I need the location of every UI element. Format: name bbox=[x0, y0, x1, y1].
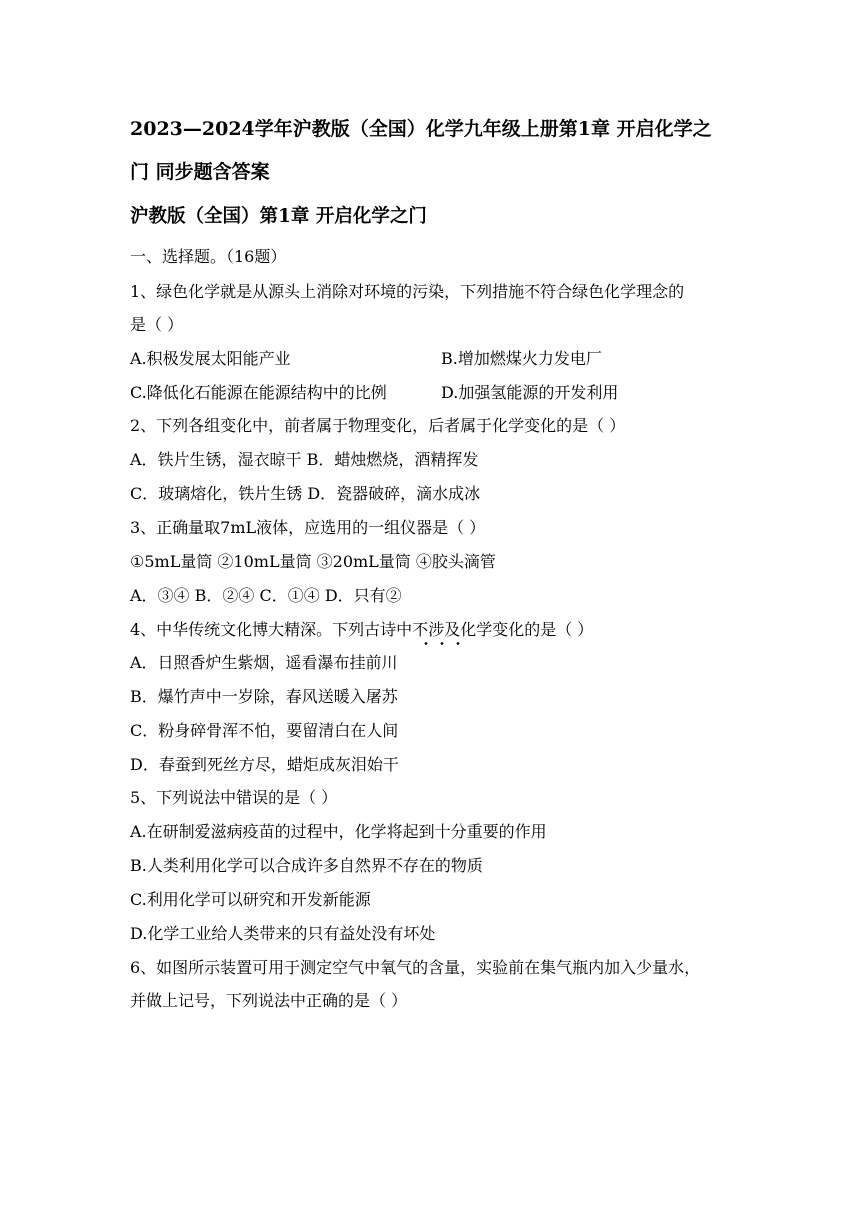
question-4-option-a: A．日照香炉生紫烟，遥看瀑布挂前川 bbox=[130, 653, 398, 672]
question-4-option-b: B．爆竹声中一岁除，春风送暖入屠苏 bbox=[130, 687, 398, 706]
question-2-stem: 2、下列各组变化中，前者属于物理变化，后者属于化学变化的是（ ） bbox=[130, 416, 626, 435]
document-title-line-1: 2023—2024学年沪教版（全国）化学九年级上册第1章 开启化学之 bbox=[130, 118, 712, 140]
question-1-option-b: B.增加燃煤火力发电厂 bbox=[441, 349, 602, 368]
question-1-option-a: A.积极发展太阳能产业 bbox=[130, 349, 291, 368]
question-5-option-d: D.化学工业给人类带来的只有益处没有坏处 bbox=[130, 924, 436, 943]
chapter-subtitle: 沪教版（全国）第1章 开启化学之门 bbox=[130, 206, 427, 227]
question-4-stem-prefix: 4、中华传统文化博大精深。下列古诗中 bbox=[130, 620, 413, 639]
question-6-stem-line-1: 6、如图所示装置可用于测定空气中氧气的含量，实验前在集气瓶内加入少量水， bbox=[130, 958, 701, 977]
question-1-option-c: C.降低化石能源在能源结构中的比例 bbox=[130, 383, 387, 402]
question-2-options-ab: A．铁片生锈，湿衣晾干 B．蜡烛燃烧，酒精挥发 bbox=[130, 450, 479, 469]
question-1-option-d: D.加强氢能源的开发利用 bbox=[441, 383, 619, 402]
question-6-stem-line-2: 并做上记号，下列说法中正确的是（ ） bbox=[130, 991, 408, 1010]
question-5-option-c: C.利用化学可以研究和开发新能源 bbox=[130, 890, 371, 909]
question-3-stem: 3、正确量取7mL液体，应选用的一组仪器是（ ） bbox=[130, 518, 486, 537]
question-3-instruments: ①5mL量筒 ②10mL量筒 ③20mL量筒 ④胶头滴管 bbox=[130, 552, 496, 571]
question-3-options: A．③④ B．②④ C．①④ D．只有② bbox=[130, 586, 402, 605]
question-4-option-c: C．粉身碎骨浑不怕，要留清白在人间 bbox=[130, 721, 399, 740]
question-2-options-cd: C．玻璃熔化，铁片生锈 D．瓷器破碎，滴水成冰 bbox=[130, 484, 481, 503]
question-5-option-b: B.人类利用化学可以合成许多自然界不存在的物质 bbox=[130, 856, 483, 875]
question-4-option-d: D．春蚕到死丝方尽，蜡炬成灰泪始干 bbox=[130, 755, 399, 774]
question-4-emphasis: 不涉及 bbox=[412, 620, 461, 639]
question-1-stem-line-2: 是（ ） bbox=[130, 315, 184, 334]
section-heading: 一、选择题。（16题） bbox=[130, 247, 287, 266]
question-5-option-a: A.在研制爱滋病疫苗的过程中，化学将起到十分重要的作用 bbox=[130, 822, 547, 841]
document-title-line-2: 门 同步题含答案 bbox=[130, 161, 270, 183]
question-4-stem-suffix: 化学变化的是（ ） bbox=[460, 620, 594, 639]
question-4-stem bbox=[130, 620, 593, 640]
question-1-stem-line-1: 1、绿色化学就是从源头上消除对环境的污染，下列措施不符合绿色化学理念的 bbox=[130, 282, 685, 301]
question-5-stem: 5、下列说法中错误的是（ ） bbox=[130, 788, 338, 807]
